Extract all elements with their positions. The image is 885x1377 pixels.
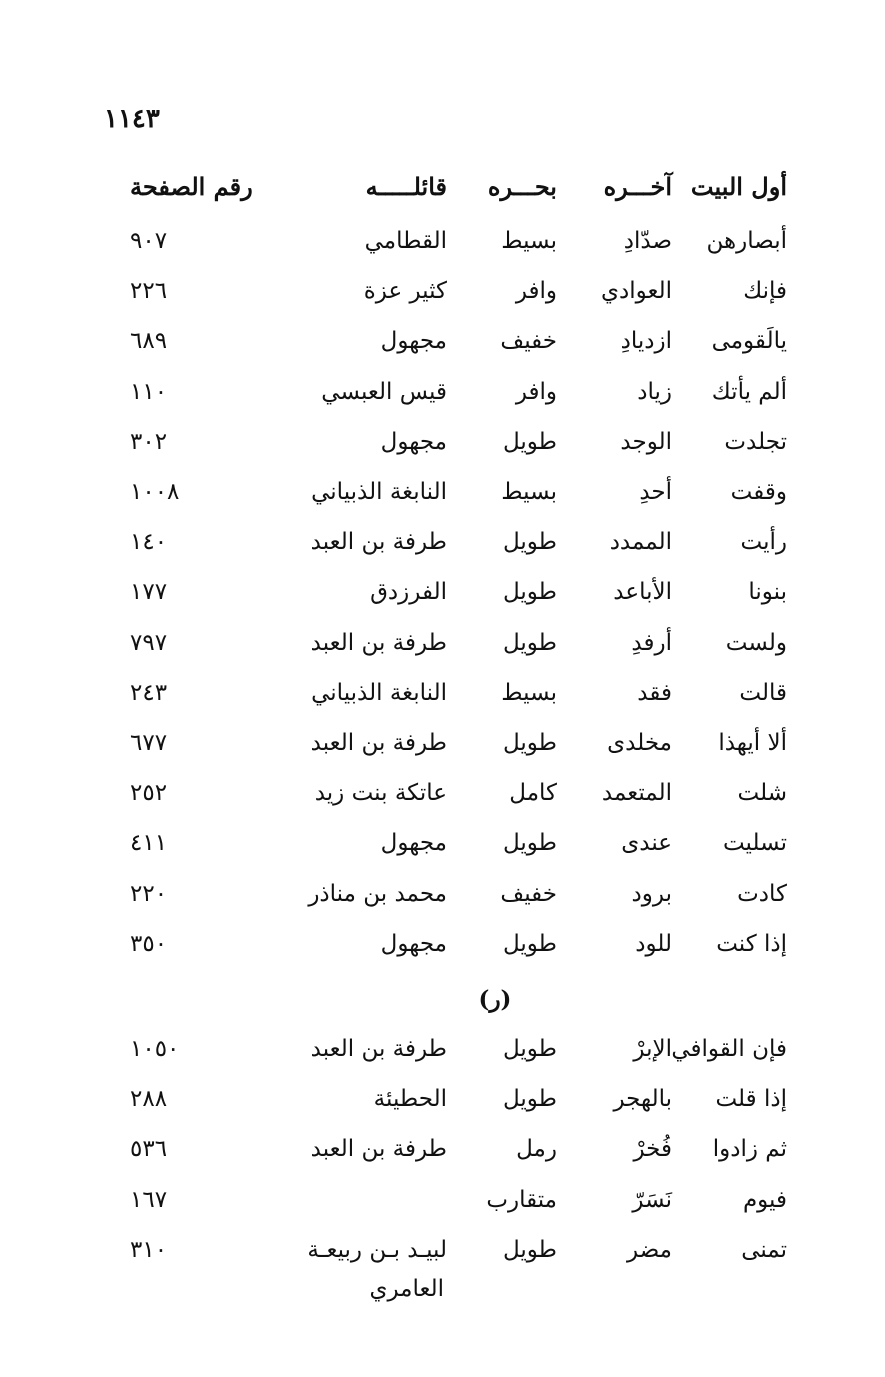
cell-meter: طويل: [502, 1236, 557, 1263]
cell-poet: كثير عزة: [363, 278, 447, 305]
table-row: [100, 1237, 787, 1277]
cell-page: ٢٤٣: [130, 679, 168, 706]
header-poet: قائلـــــه: [365, 172, 447, 201]
cell-last-word: الممدد: [609, 529, 672, 556]
table-row: [100, 881, 787, 921]
cell-first-word: رأيت: [740, 529, 787, 556]
cell-last-word: عندى: [621, 830, 672, 857]
cell-last-word: للود: [635, 930, 672, 957]
cell-first-word: تجلدت: [724, 428, 787, 455]
table-row: [100, 630, 787, 670]
cell-last-word: زياد: [637, 378, 672, 405]
cell-meter: خفيف: [500, 880, 557, 907]
table-row: [100, 830, 787, 870]
table-row: [100, 1187, 787, 1227]
cell-poet: طرفة بن العبد: [310, 1136, 447, 1163]
cell-page: ١٧٧: [130, 579, 168, 606]
cell-last-word: أحدِ: [639, 479, 672, 505]
cell-meter: طويل: [502, 1036, 557, 1062]
table-row: [100, 1036, 787, 1076]
cell-page: ١٤٠: [130, 529, 168, 556]
cell-meter: وافر: [515, 378, 557, 405]
table-row: [100, 429, 787, 469]
cell-poet: النابغة الذبياني: [311, 679, 447, 706]
cell-last-word: فقد: [637, 679, 672, 706]
cell-last-word: العوادي: [600, 278, 672, 305]
table-row: [100, 479, 787, 519]
cell-last-word: مضر: [627, 1236, 672, 1263]
cell-last-word: المتعمد: [601, 780, 672, 807]
cell-poet: النابغة الذبياني: [311, 479, 447, 505]
cell-meter: طويل: [502, 730, 557, 756]
header-page: رقم الصفحة: [130, 172, 253, 201]
cell-poet: طرفة بن العبد: [310, 529, 447, 556]
table-row: [100, 379, 787, 419]
cell-page: ٥٣٦: [130, 1136, 168, 1163]
cell-page: ٢٢٦: [130, 278, 168, 305]
cell-poet: مجهول: [380, 328, 447, 355]
cell-first-word: فإن القوافي: [671, 1036, 787, 1062]
cell-poet: الفرزدق: [370, 579, 447, 606]
cell-last-word: بالهجر: [613, 1086, 672, 1113]
cell-first-word: شلت: [737, 780, 787, 807]
cell-page: ١٠٠٨: [130, 479, 180, 505]
cell-meter: بسيط: [501, 679, 557, 706]
cell-meter: طويل: [502, 1086, 557, 1113]
cell-page: ٢٢٠: [130, 880, 168, 907]
cell-first-word: وقفت: [730, 479, 787, 505]
cell-page: ٧٩٧: [130, 629, 168, 656]
cell-poet: عاتكة بنت زيد: [314, 780, 447, 807]
cell-page: ٢٨٨: [130, 1086, 168, 1113]
cell-last-word: مخلدى: [607, 730, 672, 756]
cell-meter: متقارب: [486, 1186, 557, 1213]
cell-page: ٣٠٢: [130, 428, 168, 455]
table-row: [100, 1086, 787, 1126]
cell-last-word: الأباعد: [613, 579, 672, 606]
cell-page: ٢٥٢: [130, 780, 168, 807]
cell-last-word: برود: [631, 880, 672, 907]
cell-meter: طويل: [502, 529, 557, 556]
cell-poet: طرفة بن العبد: [310, 629, 447, 656]
table-row: [100, 931, 787, 971]
cell-poet: قيس العبسي: [321, 378, 447, 405]
cell-page: ١٦٧: [130, 1186, 168, 1213]
cell-meter: كامل: [509, 780, 557, 807]
table-row: [100, 328, 787, 368]
cell-first-word: ثم زادوا: [712, 1136, 787, 1163]
cell-meter: طويل: [502, 629, 557, 656]
cell-first-word: ألم يأتك: [711, 378, 787, 405]
header-first-word: أول البيت: [690, 172, 787, 201]
table-row: [100, 730, 787, 770]
section-letter: (ر): [478, 986, 512, 1013]
page-number: ١١٤٣: [104, 104, 160, 134]
cell-first-word: فإنك: [743, 278, 787, 305]
cell-first-word: تمنى: [741, 1236, 787, 1263]
cell-meter: طويل: [502, 830, 557, 857]
cell-page: ٦٧٧: [130, 730, 168, 756]
cell-first-word: أبصارهن: [706, 228, 787, 254]
cell-poet: الحطيئة: [373, 1086, 447, 1113]
cell-first-word: إذا كنت: [716, 930, 787, 957]
cell-first-word: بنونا: [748, 579, 787, 606]
cell-page: ٣٥٠: [130, 930, 168, 957]
table-row: [100, 278, 787, 318]
table-row: [100, 529, 787, 569]
cell-meter: طويل: [502, 930, 557, 957]
table-row: [100, 680, 787, 720]
cell-meter: بسيط: [501, 228, 557, 254]
cell-page: ١١٠: [130, 378, 168, 405]
cell-page: ٦٨٩: [130, 328, 168, 355]
cell-last-word: نَسَرّ: [632, 1186, 672, 1213]
cell-poet: مجهول: [380, 930, 447, 957]
cell-meter: طويل: [502, 428, 557, 455]
table-row: [100, 228, 787, 268]
cell-first-word: ولست: [725, 629, 787, 656]
cell-first-word: قالت: [739, 679, 787, 706]
table-row: [100, 579, 787, 619]
cell-first-word: كادت: [737, 880, 787, 907]
cell-poet: مجهول: [380, 830, 447, 857]
cell-page: ٣١٠: [130, 1236, 168, 1263]
cell-poet: محمد بن مناذر: [308, 880, 447, 907]
cell-first-word: تسليت: [722, 830, 787, 857]
cell-poet: لبيـد بـن ربيعـة: [307, 1236, 447, 1263]
cell-last-word: الإبرْ: [633, 1036, 672, 1062]
cell-page: ٩٠٧: [130, 228, 168, 254]
cell-first-word: ألا أيهذا: [718, 730, 787, 756]
cell-meter: خفيف: [500, 328, 557, 355]
cell-last-word: أرفدِ: [631, 629, 672, 656]
table-header: [100, 172, 787, 212]
cell-last-word: ازديادِ: [620, 328, 672, 355]
header-meter: بحـــره: [487, 172, 557, 201]
poet-continuation: العامري: [369, 1276, 444, 1302]
cell-meter: طويل: [502, 579, 557, 606]
header-last-word: آخـــره: [603, 172, 672, 201]
cell-last-word: فُخرْ: [633, 1136, 672, 1163]
cell-meter: وافر: [515, 278, 557, 305]
cell-poet: مجهول: [380, 428, 447, 455]
cell-page: ١٠٥٠: [130, 1036, 180, 1062]
cell-meter: بسيط: [501, 479, 557, 505]
cell-first-word: يالَقومى: [711, 328, 787, 355]
table-row: [100, 1136, 787, 1176]
table-row: [100, 780, 787, 820]
cell-first-word: إذا قلت: [715, 1086, 787, 1113]
cell-page: ٤١١: [130, 830, 168, 857]
cell-last-word: الوجد: [620, 428, 672, 455]
cell-poet: طرفة بن العبد: [310, 730, 447, 756]
cell-poet: طرفة بن العبد: [310, 1036, 447, 1062]
cell-first-word: فيوم: [742, 1186, 787, 1213]
cell-poet: القطامي: [364, 228, 447, 254]
cell-meter: رمل: [516, 1136, 557, 1163]
cell-last-word: صدّادِ: [623, 228, 672, 254]
